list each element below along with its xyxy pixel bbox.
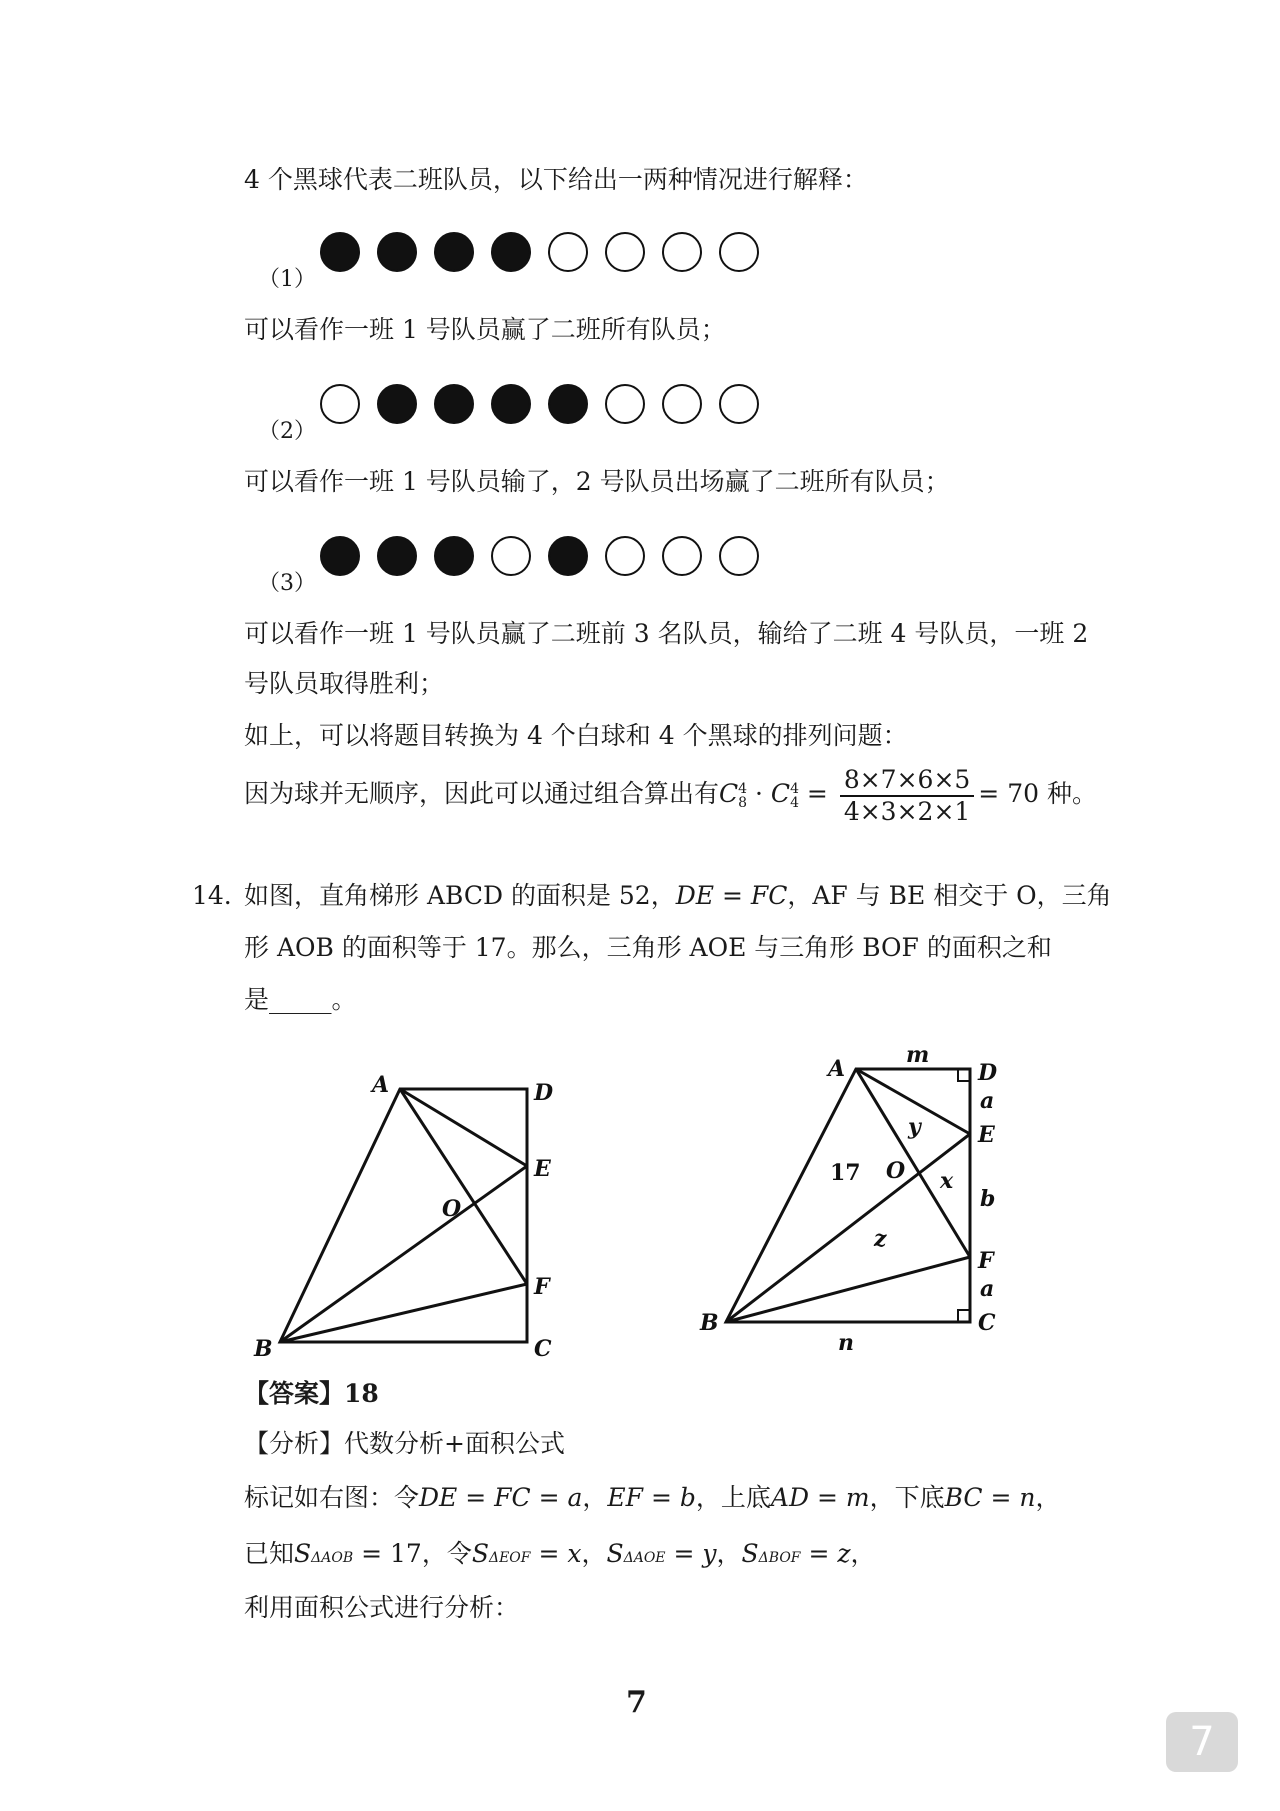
- ball-black: [491, 232, 531, 272]
- label-left-d: D: [534, 1080, 554, 1106]
- marking-prefix: 标记如右图：令: [244, 1483, 420, 1512]
- label-right-c: C: [978, 1310, 996, 1336]
- ball-black: [377, 384, 417, 424]
- answer-line: [244, 1378, 379, 1410]
- case-1-desc: 可以看作一班 1 号队员赢了二班所有队员；: [244, 315, 726, 344]
- ball-black: [320, 536, 360, 576]
- label-left-e: E: [534, 1156, 551, 1182]
- ball-white: [491, 536, 531, 576]
- combination-c44: C 4 4: [770, 779, 799, 811]
- label-left-c: C: [534, 1336, 552, 1360]
- label-right-f: F: [978, 1248, 994, 1274]
- page-number: 7: [626, 1685, 647, 1720]
- known-line: 已知SΔAOB = 17，令SΔEOF = x，SΔAOE = y，SΔBOF = z，: [244, 1539, 876, 1568]
- analysis-text: 代数分析+面积公式: [344, 1429, 565, 1458]
- case-1-balls: [320, 232, 759, 272]
- label-right-b-vertex: B: [700, 1310, 719, 1336]
- label-right-b: b: [980, 1186, 996, 1212]
- analysis-label: 【分析】: [244, 1429, 345, 1458]
- ball-white: [548, 232, 588, 272]
- answer-value: 18: [344, 1379, 379, 1408]
- s-bof: SΔBOF: [741, 1539, 801, 1568]
- label-right-d: D: [978, 1060, 998, 1086]
- s-eof: SΔEOF: [471, 1539, 531, 1568]
- label-right-m: m: [906, 1042, 930, 1068]
- final-line: 利用面积公式进行分析：: [244, 1593, 520, 1622]
- label-left-o: O: [442, 1196, 462, 1222]
- problem-line-1-part-a: 如图，直角梯形 ABCD 的面积是 52，: [244, 881, 676, 910]
- ball-black: [434, 232, 474, 272]
- label-right-a2: a: [980, 1276, 995, 1302]
- marking-end: ，: [1035, 1483, 1061, 1512]
- case-1-label: （1）: [258, 267, 316, 292]
- ball-white: [605, 536, 645, 576]
- label-right-a: A: [828, 1056, 846, 1082]
- label-left-f: F: [534, 1274, 550, 1300]
- marking-line: 标记如右图：令DE = FC = a，EF = b，上底AD = m，下底BC = n，: [244, 1483, 1061, 1512]
- label-right-z: z: [874, 1226, 887, 1252]
- eq-ef-b: EF: [607, 1483, 644, 1512]
- formula-line: 因为球并无顺序，因此可以通过组合算出有C 4 8 · C 4 4 = $\frac{8\times 7\times 6\times 5}{4\times 3\times 2\times 1}$ = 70 种。: [244, 764, 1097, 826]
- label-right-x: x: [940, 1168, 954, 1194]
- ball-black: [320, 232, 360, 272]
- label-right-o: O: [886, 1158, 906, 1184]
- label-right-area-17: 17: [830, 1160, 861, 1186]
- label-right-y: y: [908, 1114, 921, 1140]
- label-left-b: B: [254, 1336, 273, 1360]
- s-aoe: SΔAOE: [606, 1539, 666, 1568]
- ball-white: [605, 384, 645, 424]
- ball-black: [377, 232, 417, 272]
- problem-line-3: 是_____。: [244, 985, 357, 1014]
- ball-black: [491, 384, 531, 424]
- ball-black: [548, 384, 588, 424]
- marking-upper-base: ，上底: [695, 1483, 771, 1512]
- label-right-e: E: [978, 1122, 995, 1148]
- problem-line-1: 如图，直角梯形 ABCD 的面积是 52，DE = FC，AF 与 BE 相交于 O，三角: [244, 881, 1112, 910]
- ball-black: [434, 384, 474, 424]
- ball-white: [719, 232, 759, 272]
- ball-white: [662, 384, 702, 424]
- summary-text: 如上，可以将题目转换为 4 个白球和 4 个黑球的排列问题：: [244, 721, 908, 750]
- marking-sep-1: ，: [582, 1483, 608, 1512]
- known-let: ，令: [421, 1539, 472, 1568]
- eq-de-fc-a: DE: [419, 1483, 458, 1512]
- problem-number: 14.: [192, 881, 232, 910]
- ball-black: [548, 536, 588, 576]
- formula-result: = 70 种。: [978, 779, 1097, 808]
- problem-line-1-part-b: ，AF 与 BE 相交于 O，三角: [787, 881, 1112, 910]
- ball-black: [434, 536, 474, 576]
- eq-ad-m: AD: [770, 1483, 809, 1512]
- ball-white: [719, 536, 759, 576]
- answer-label: 【答案】: [244, 1379, 345, 1408]
- ball-white: [662, 232, 702, 272]
- fraction-denominator: 4×3×2×1: [843, 796, 971, 826]
- formula-fraction: [840, 765, 974, 827]
- right-angle-c: [958, 1310, 970, 1322]
- intro-text: 4 个黑球代表二班队员，以下给出一两种情况进行解释：: [244, 165, 868, 194]
- s-aob: SΔAOB: [294, 1539, 354, 1568]
- case-2-desc: 可以看作一班 1 号队员输了，2 号队员出场赢了二班所有队员；: [244, 467, 950, 496]
- ball-black: [377, 536, 417, 576]
- analysis-line: [244, 1428, 565, 1460]
- case-3-desc: 可以看作一班 1 号队员赢了二班前 3 名队员，输给了二班 4 号队员，一班 2: [244, 619, 1089, 648]
- label-right-a1: a: [980, 1088, 995, 1114]
- eq-bc-n: BC: [944, 1483, 983, 1512]
- label-left-a: A: [372, 1072, 390, 1098]
- case-3-label: （3）: [258, 571, 316, 596]
- ball-white: [320, 384, 360, 424]
- case-2-balls: [320, 384, 759, 424]
- figure-left: [240, 1060, 600, 1360]
- known-prefix: 已知: [244, 1539, 295, 1568]
- problem-line-2: 形 AOB 的面积等于 17。那么，三角形 AOE 与三角形 BOF 的面积之和: [244, 933, 1052, 962]
- ball-white: [719, 384, 759, 424]
- equation-de-fc: DE: [675, 881, 715, 910]
- ball-white: [662, 536, 702, 576]
- case-3-balls: [320, 536, 759, 576]
- fraction-numerator: 8×7×6×5: [840, 765, 974, 797]
- formula-prefix: 因为球并无顺序，因此可以通过组合算出有: [244, 779, 720, 808]
- right-angle-d: [958, 1069, 970, 1081]
- page-badge[interactable]: 7: [1166, 1712, 1238, 1772]
- combination-c84: C 4 8: [719, 779, 748, 811]
- marking-lower-base: ，下底: [869, 1483, 945, 1512]
- trapezoid-left: [280, 1089, 527, 1342]
- case-3-desc-cont: 号队员取得胜利；: [244, 669, 445, 698]
- label-right-n: n: [838, 1330, 854, 1356]
- case-2-label: （2）: [258, 419, 316, 444]
- figure-right: [690, 1040, 1020, 1360]
- ball-white: [605, 232, 645, 272]
